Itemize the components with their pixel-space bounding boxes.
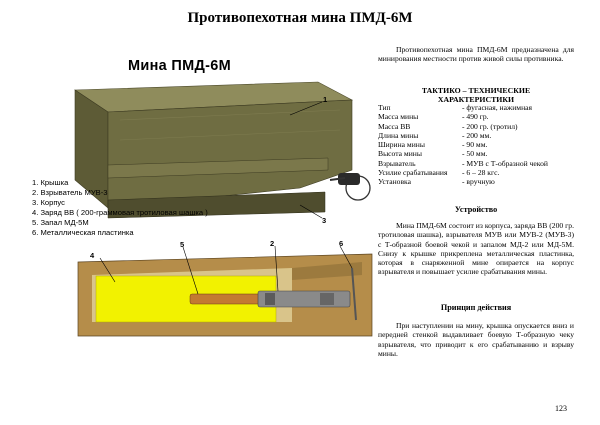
specs-table	[378, 103, 574, 187]
spec-value: - 6 – 28 кгс.	[462, 168, 500, 178]
device-heading: Устройство	[454, 205, 498, 214]
legend-item: 1. Крышка	[32, 178, 69, 187]
figure-title: Мина ПМД-6М	[128, 58, 231, 74]
legend-item: 3. Корпус	[32, 198, 65, 207]
spec-value: - 200 мм.	[462, 130, 492, 140]
spec-value: - 490 гр.	[462, 112, 489, 122]
callout-5: 5	[180, 240, 185, 249]
spec-row	[378, 159, 574, 168]
principle-paragraph: При наступлении на мину, крышка опускается вниз и передней стенкой выдавливает боевую Т-образную чеку взрывателя, что приводит к его срабатыванию и взрыву мины.	[378, 321, 574, 358]
spec-label: Ширина мины	[378, 140, 425, 150]
figure-legend	[32, 178, 208, 238]
specs-heading-line2: ХАРАКТЕРИСТИКИ	[437, 95, 515, 104]
device-paragraph: Мина ПМД-6М состоит из корпуса, заряда ВВ (200 гр. тротиловая шашка), взрывателя МУВ или МУВ-2 (МУВ-3) с Т-образной боевой чекой и запалом МД-2 или МД-5М. Снизу к крышке прикреплена металлическая пластинка, которая в снаряженной мине опирается на корпус взрывателя и повышает усилие срабатывания мины.	[378, 221, 574, 277]
specs-heading	[378, 86, 574, 104]
spec-row	[378, 131, 574, 140]
legend-item: 4. Заряд ВВ ( 200-граммовая тротиловая шашка )	[32, 208, 208, 217]
legend-item: 6. Металлическая пластинка	[32, 228, 134, 237]
specs-heading-line1: ТАКТИКО – ТЕХНИЧЕСКИЕ	[421, 86, 531, 95]
callout-4: 4	[90, 251, 95, 260]
legend-item: 5. Запал МД-5М	[32, 218, 89, 227]
callout-1: 1	[323, 95, 328, 104]
spec-label: Масса ВВ	[378, 121, 411, 131]
legend-item: 2. Взрыватель МУВ-3	[32, 188, 108, 197]
spec-row	[378, 149, 574, 158]
spec-value: - фугасная, нажимная	[462, 103, 533, 112]
spec-row	[378, 168, 574, 177]
callout-2: 2	[270, 239, 275, 248]
spec-value: - МУВ с Т-образной чекой	[462, 158, 548, 168]
detonator	[190, 294, 260, 304]
spec-label: Усилие срабатывания	[378, 168, 448, 178]
spec-label: Длина мины	[378, 130, 419, 140]
mine-cross-section	[78, 254, 372, 336]
intro-paragraph: Противопехотная мина ПМД-6М предназначена для минирования местности против живой силы противника.	[378, 45, 574, 64]
spec-label: Установка	[378, 177, 412, 187]
page-title: Противопехотная мина ПМД-6М	[187, 10, 413, 26]
spec-label: Тип	[378, 103, 391, 112]
spec-value: - 90 мм.	[462, 140, 488, 150]
callout-3: 3	[322, 216, 327, 225]
spec-label: Взрыватель	[378, 158, 416, 168]
spec-value: - вручную	[462, 177, 495, 187]
spec-row	[378, 103, 574, 112]
spec-label: Масса мины	[378, 112, 419, 122]
page-number: 123	[555, 404, 567, 413]
spec-label: Высота мины	[378, 149, 422, 159]
spec-row	[378, 122, 574, 131]
principle-heading: Принцип действия	[440, 303, 512, 312]
spec-value: - 200 гр. (тротил)	[462, 121, 518, 131]
spec-row	[378, 112, 574, 121]
spec-row	[378, 140, 574, 149]
spec-row	[378, 177, 574, 186]
spec-value: - 50 мм.	[462, 149, 488, 159]
callout-6: 6	[339, 239, 344, 248]
